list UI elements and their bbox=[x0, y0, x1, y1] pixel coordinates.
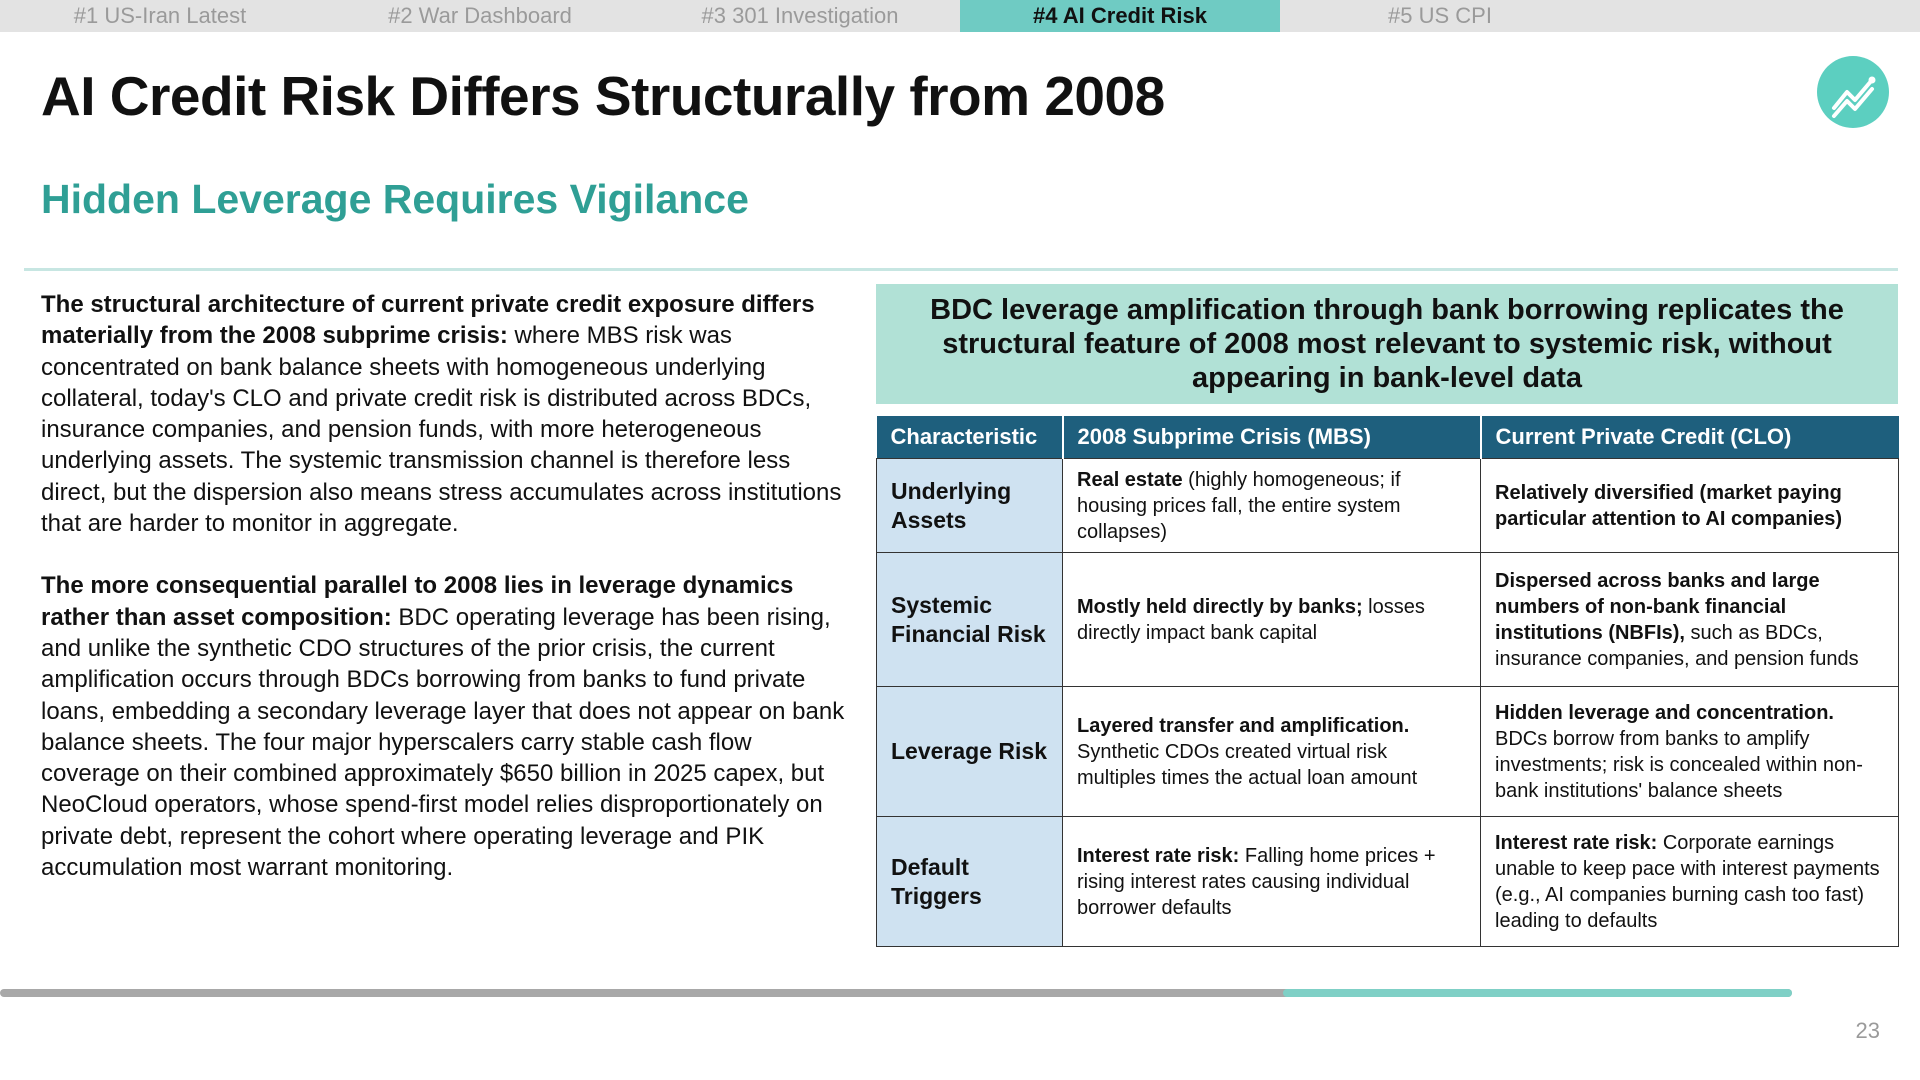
callout-box bbox=[876, 284, 1898, 404]
cell-text: Falling home prices + rising interest rates causing individual borrower defaults bbox=[1077, 844, 1436, 919]
cell-lead: Hidden leverage and concentration. bbox=[1495, 701, 1834, 724]
row-label: Leverage Risk bbox=[877, 687, 1063, 817]
cell-text: losses directly impact bank capital bbox=[1077, 595, 1425, 644]
deck-tab-bar bbox=[0, 0, 1920, 32]
cell-current bbox=[1481, 687, 1899, 817]
row-label: Underlying Assets bbox=[877, 459, 1063, 553]
body-paragraph-1-lead: The structural architecture of current private credit exposure differs materially from the 2008 subprime crisis: bbox=[41, 291, 815, 350]
cell-2008 bbox=[1063, 687, 1481, 817]
cell-current bbox=[1481, 553, 1899, 687]
column-header-current-private-credit: Current Private Credit (CLO) bbox=[1481, 416, 1899, 459]
table-row bbox=[877, 817, 1899, 947]
cell-text: Synthetic CDOs created virtual risk multiples times the actual loan amount bbox=[1077, 740, 1418, 789]
tab-us-cpi[interactable]: #5 US CPI bbox=[1388, 3, 1492, 28]
cell-text: such as BDCs, insurance companies, and pension funds bbox=[1495, 621, 1859, 670]
cell-lead: Layered transfer and amplification. bbox=[1077, 714, 1410, 737]
body-paragraph-1 bbox=[41, 289, 851, 539]
table-row bbox=[877, 459, 1899, 553]
row-label: Systemic Financial Risk bbox=[877, 553, 1063, 687]
cell-lead: Dispersed across banks and large numbers of non-bank financial institutions (NBFIs), bbox=[1495, 569, 1820, 644]
page-number: 23 bbox=[1855, 1018, 1880, 1043]
body-paragraph-2-text: BDC operating leverage has been rising, and unlike the synthetic CDO structures of the prior crisis, the current amplification occurs through BDCs borrowing from banks to fund private loans, embedding a secondary leverage layer that does not appear on bank balance sheets. The four major hyperscalers carry stable cash flow coverage on their combined approximately $650 billion in 2025 capex, but NeoCloud operators, whose spend-first model relies disproportionately on private debt, represent the cohort where operating leverage and PIK accumulation most warrant monitoring. bbox=[41, 603, 845, 882]
row-label: Default Triggers bbox=[877, 817, 1063, 947]
header-divider bbox=[24, 268, 1898, 271]
cell-current bbox=[1481, 817, 1899, 947]
tab-us-iran-latest[interactable]: #1 US-Iran Latest bbox=[73, 3, 247, 28]
tab-301-investigation[interactable]: #3 301 Investigation bbox=[701, 3, 899, 28]
body-text bbox=[41, 289, 851, 914]
cell-2008 bbox=[1063, 553, 1481, 687]
cell-lead: Interest rate risk: bbox=[1495, 831, 1658, 854]
body-paragraph-2 bbox=[41, 570, 851, 883]
slide-title: AI Credit Risk Differs Structurally from 2008 bbox=[41, 65, 1165, 127]
column-header-characteristic: Characteristic bbox=[877, 416, 1063, 459]
table-row bbox=[877, 687, 1899, 817]
cell-text: Corporate earnings unable to keep pace with interest payments (e.g., AI companies burning cash too fast) leading to defaults bbox=[1495, 831, 1880, 932]
cell-2008 bbox=[1063, 459, 1481, 553]
cell-lead: Mostly held directly by banks; bbox=[1077, 595, 1363, 618]
body-paragraph-2-lead: The more consequential parallel to 2008 lies in leverage dynamics rather than asset composition: bbox=[41, 572, 794, 631]
table-row bbox=[877, 553, 1899, 687]
cell-text: BDCs borrow from banks to amplify investments; risk is concealed within non-bank institutions' balance sheets bbox=[1495, 727, 1863, 802]
slide-subtitle: Hidden Leverage Requires Vigilance bbox=[41, 176, 749, 222]
cell-text: (highly homogeneous; if housing prices fall, the entire system collapses) bbox=[1077, 468, 1401, 543]
cell-2008 bbox=[1063, 817, 1481, 947]
comparison-table bbox=[876, 416, 1899, 947]
body-paragraph-1-text: where MBS risk was concentrated on bank balance sheets with homogeneous underlying collateral, today's CLO and private credit risk is distributed across BDCs, insurance companies, and pension funds, with more heterogeneous underlying assets. The systemic transmission channel is therefore less direct, but the dispersion also means stress accumulates across institutions that are harder to monitor in aggregate. bbox=[41, 322, 842, 538]
cell-lead: Interest rate risk: bbox=[1077, 844, 1240, 867]
cell-current bbox=[1481, 459, 1899, 553]
cell-lead: Relatively diversified (market paying particular attention to AI companies) bbox=[1495, 481, 1843, 530]
table-header-row bbox=[877, 416, 1899, 459]
callout-text: BDC leverage amplification through bank borrowing replicates the structural feature of 2008 most relevant to systemic risk, without appearing in bank-level data bbox=[930, 294, 1844, 394]
column-header-2008-subprime: 2008 Subprime Crisis (MBS) bbox=[1063, 416, 1481, 459]
chart-line-icon bbox=[1817, 56, 1889, 128]
deck-progress-fill bbox=[1283, 989, 1792, 997]
tab-ai-credit-risk[interactable]: #4 AI Credit Risk bbox=[960, 0, 1280, 32]
logo bbox=[1817, 56, 1889, 128]
tab-war-dashboard[interactable]: #2 War Dashboard bbox=[388, 3, 572, 28]
cell-lead: Real estate bbox=[1077, 468, 1183, 491]
